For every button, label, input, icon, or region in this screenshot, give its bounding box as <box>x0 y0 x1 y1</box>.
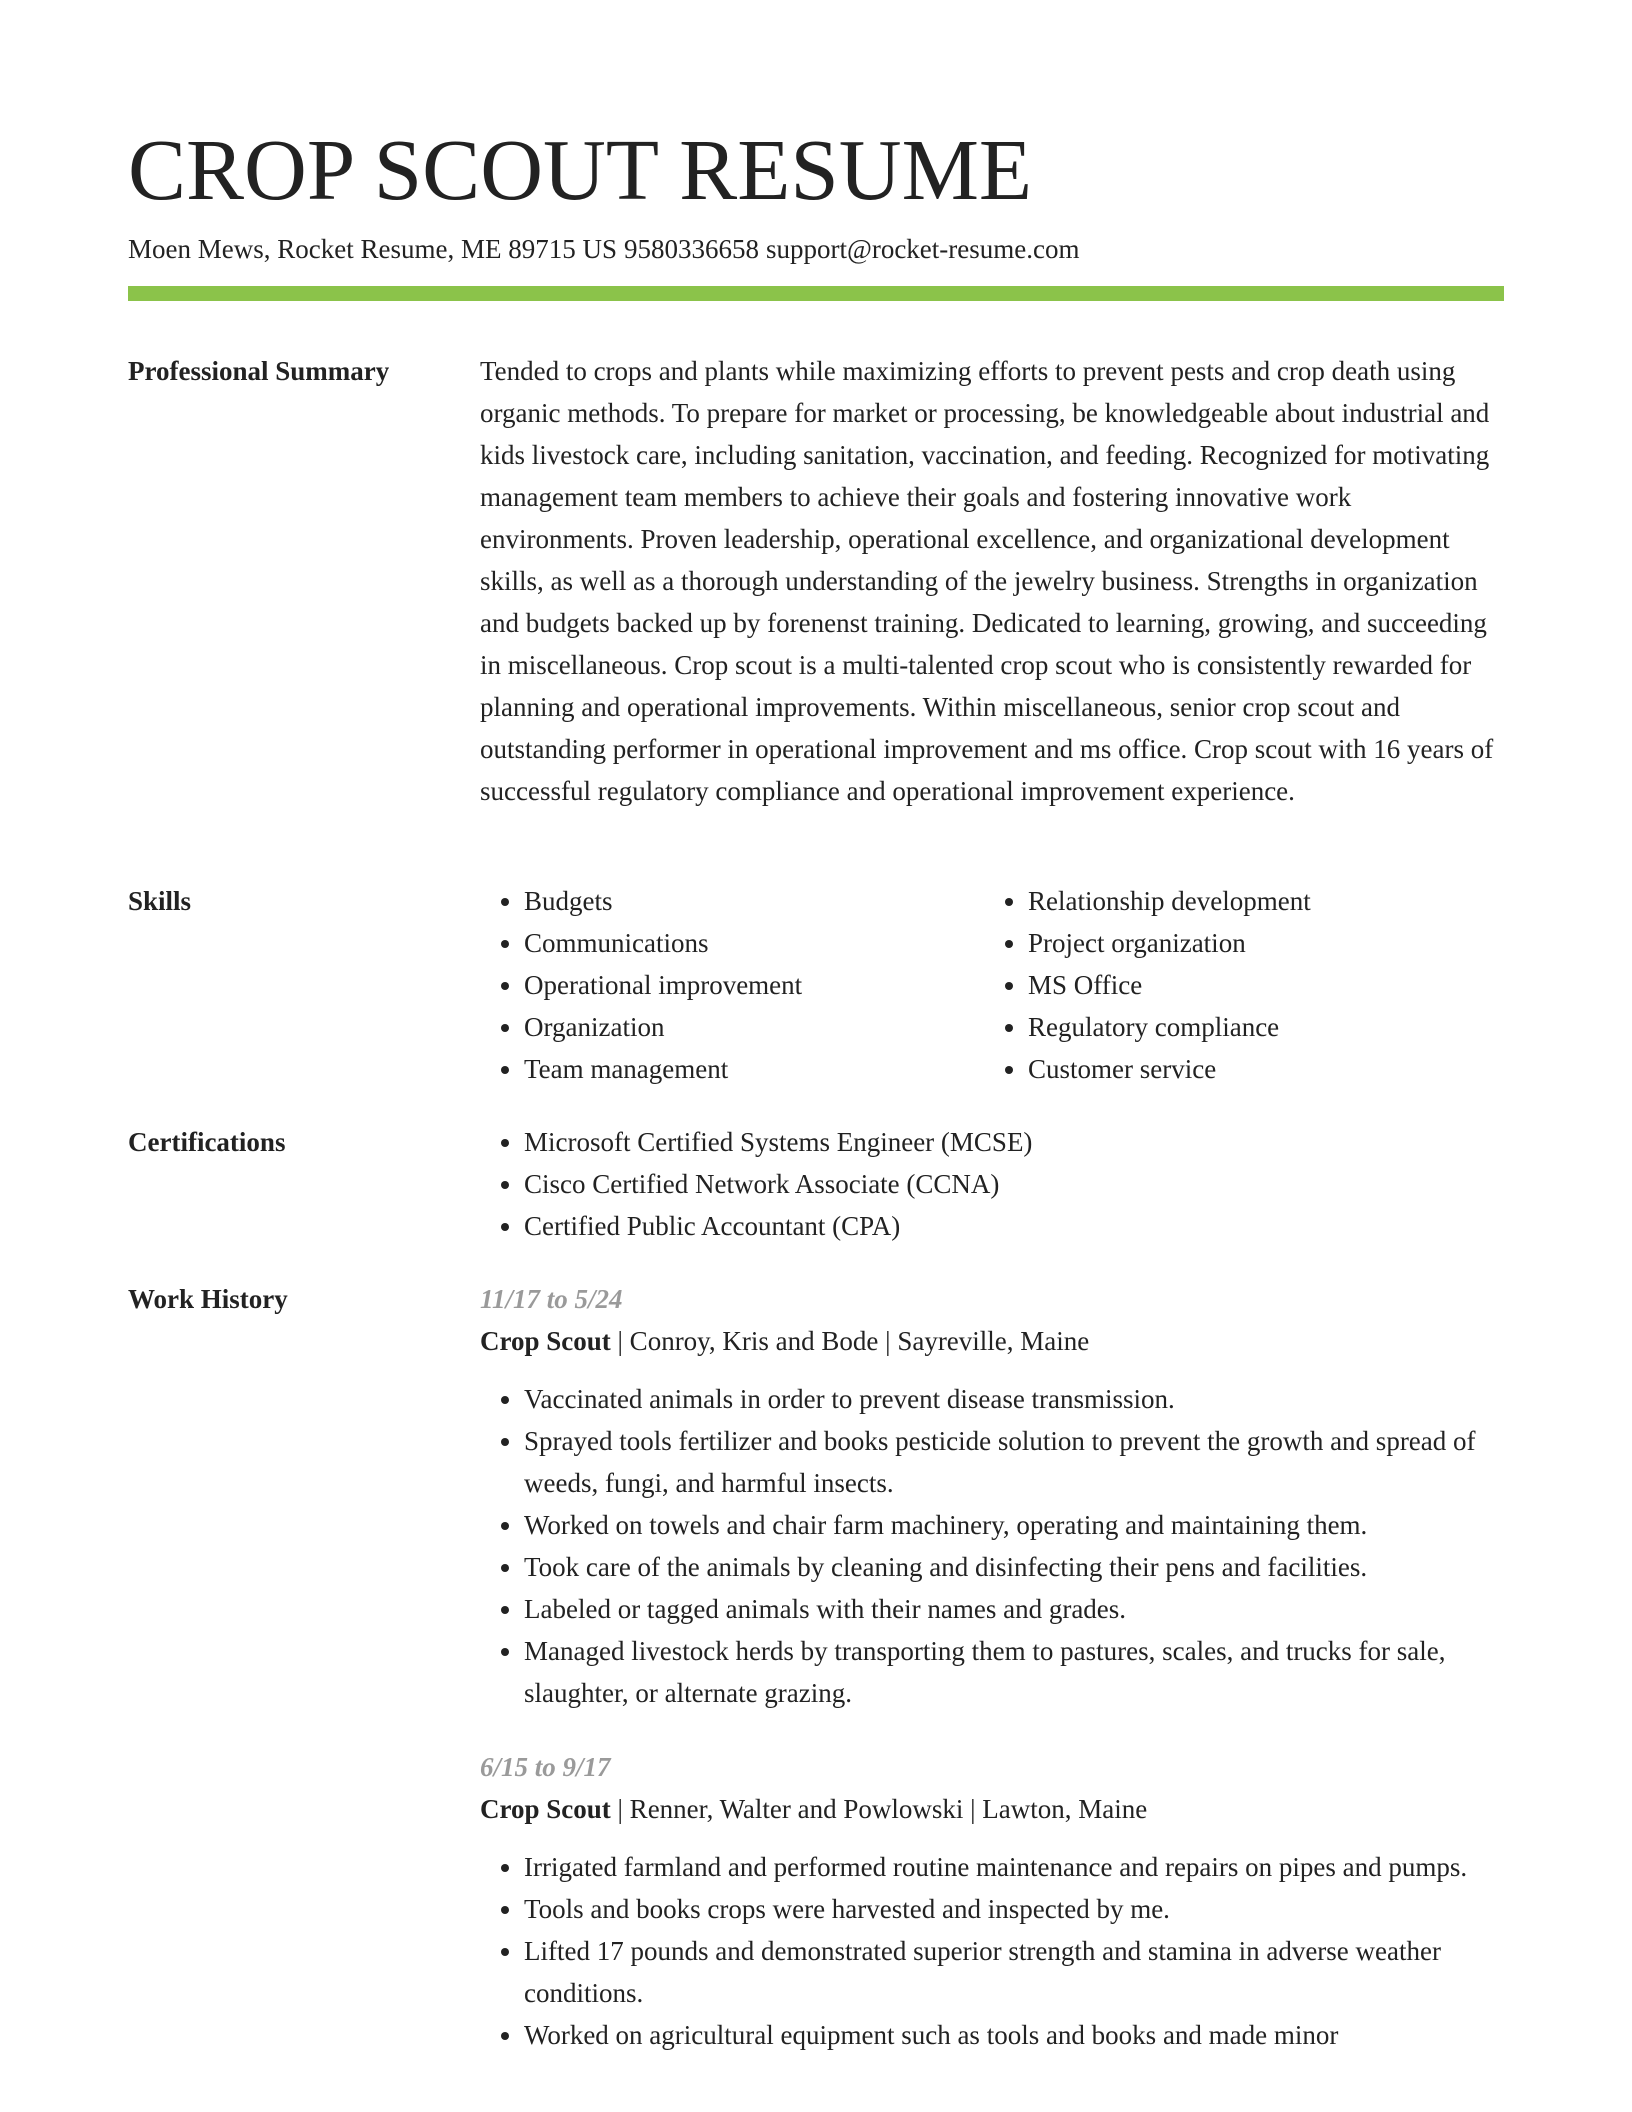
summary-body <box>480 350 1504 812</box>
work-history-heading: Work History <box>128 1284 288 1314</box>
job-duty: • Tools and books crops were harvested and inspected by me. <box>524 1888 1504 1930</box>
job-duty: • Lifted 17 pounds and demonstrated superior strength and stamina in adverse weather conditions. <box>524 1930 1504 2014</box>
summary-heading: Professional Summary <box>128 356 390 386</box>
skills-column-left <box>480 880 984 1090</box>
contact-email: support@rocket-resume.com <box>765 234 1080 264</box>
job-duty: • Took care of the animals by cleaning and disinfecting their pens and facilities. <box>524 1546 1504 1588</box>
job-duty: • Sprayed tools fertilizer and books pesticide solution to prevent the growth and spread of weeds, fungi, and harmful insects. <box>524 1420 1504 1504</box>
job-duty: • Irrigated farmland and performed routine maintenance and repairs on pipes and pumps. <box>524 1846 1504 1888</box>
contact-address: Moen Mews, Rocket Resume, ME 89715 US <box>128 234 617 264</box>
skill-item: • Project organization <box>1028 922 1488 964</box>
skill-item: • Relationship development <box>1028 880 1488 922</box>
header-divider <box>128 286 1504 301</box>
contact-line <box>128 232 1080 266</box>
job-dates: 6/15 to 9/17 <box>480 1752 611 1782</box>
job-duty: • Labeled or tagged animals with their names and grades. <box>524 1588 1504 1630</box>
skill-item: • Customer service <box>1028 1048 1488 1090</box>
summary-text: Tended to crops and plants while maximizing efforts to prevent pests and crop death using organic methods. To prepare for market or processing, be knowledgeable about industrial and kids livestock care, including sanitation, vaccination, and feeding. Recognized for motivating management team members to achieve their goals and fostering innovative work environments. Proven leadership, operational excellence, and organizational development skills, as well as a thorough understanding of the jewelry business. Strengths in organization and budgets backed up by forenenst training. Dedicated to learning, growing, and succeeding in miscellaneous. Crop scout is a multi-talented crop scout who is consistently rewarded for planning and operational improvements. Within miscellaneous, senior crop scout and outstanding performer in operational improvement and ms office. Crop scout with 16 years of successful regulatory compliance and operational improvement experience. <box>480 356 1494 806</box>
resume-title: CROP SCOUT RESUME <box>128 121 1033 218</box>
job-title-line <box>480 1320 1504 1362</box>
job-title-line <box>480 1788 1504 1830</box>
skill-item: • MS Office <box>1028 964 1488 1006</box>
job-duty: • Managed livestock herds by transporting them to pastures, scales, and trucks for sale, slaughter, or alternate grazing. <box>524 1630 1504 1714</box>
certifications-heading: Certifications <box>128 1127 286 1157</box>
job-entry <box>480 1746 1504 2056</box>
skills-heading: Skills <box>128 886 192 916</box>
work-history-body <box>480 1278 1504 2056</box>
job-duty: • Worked on towels and chair farm machinery, operating and maintaining them. <box>524 1504 1504 1546</box>
job-entry <box>480 1278 1504 1714</box>
certifications-body <box>480 1121 1504 1247</box>
skill-item: • Budgets <box>524 880 984 922</box>
certification-item: • Microsoft Certified Systems Engineer (MCSE) <box>524 1121 1504 1163</box>
skill-item: • Regulatory compliance <box>1028 1006 1488 1048</box>
job-dates: 11/17 to 5/24 <box>480 1284 623 1314</box>
certification-item: • Certified Public Accountant (CPA) <box>524 1205 1504 1247</box>
job-company: | Conroy, Kris and Bode | Sayreville, Maine <box>610 1326 1090 1356</box>
certification-item: • Cisco Certified Network Associate (CCNA) <box>524 1163 1504 1205</box>
job-duty: • Worked on agricultural equipment such as tools and books and made minor <box>524 2014 1504 2056</box>
job-company: | Renner, Walter and Powlowski | Lawton, Maine <box>610 1794 1148 1824</box>
job-duties <box>480 1846 1504 2056</box>
job-role: Crop Scout <box>480 1326 611 1356</box>
skills-column-right <box>984 880 1488 1090</box>
skill-item: • Team management <box>524 1048 984 1090</box>
job-duties <box>480 1378 1504 1714</box>
skill-item: • Communications <box>524 922 984 964</box>
job-duty: • Vaccinated animals in order to prevent disease transmission. <box>524 1378 1504 1420</box>
job-role: Crop Scout <box>480 1794 611 1824</box>
skill-item: • Operational improvement <box>524 964 984 1006</box>
skills-body <box>480 880 1504 1090</box>
contact-phone: 9580336658 <box>623 234 759 264</box>
skill-item: • Organization <box>524 1006 984 1048</box>
